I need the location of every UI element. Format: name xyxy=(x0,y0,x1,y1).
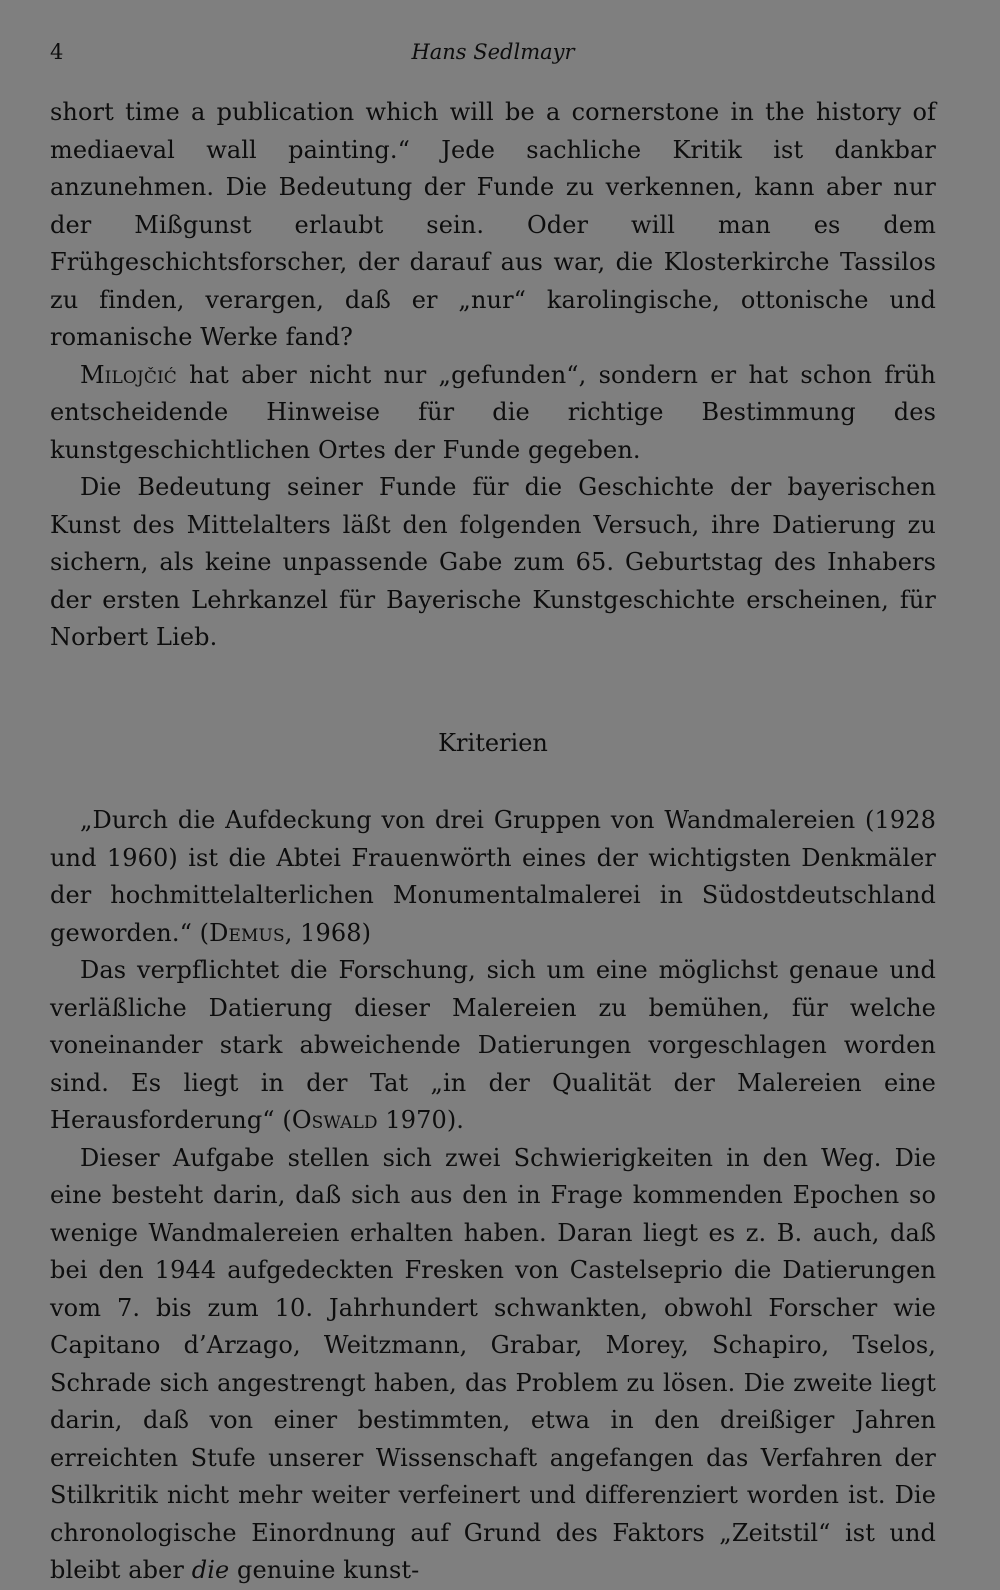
paragraph-6 xyxy=(50,1140,936,1590)
page xyxy=(50,40,936,1590)
paragraph-3: Die Bedeutung seiner Funde für die Geschichte der bayerischen Kunst des Mittelalters läßt den folgenden Versuch, ihre Datierung zu sichern, als keine unpassende Gabe zum 65. Geburtstag des Inhabers der ersten Lehrkanzel für Bayerische Kunstgeschichte erscheinen, für Norbert Lieb. xyxy=(50,473,936,651)
page-number: 4 xyxy=(50,40,64,64)
paragraph-5 xyxy=(50,952,936,1140)
author-name-milojcic: Milojčić xyxy=(80,360,177,389)
body-text xyxy=(50,94,936,1590)
citation-author-oswald: Oswald xyxy=(291,1106,378,1134)
citation-year-oswald: 1970). xyxy=(377,1106,465,1134)
paragraph-6-text: Dieser Aufgabe stellen sich zwei Schwierigkeiten in den Weg. Die eine besteht darin, daß sich aus den in Frage kommenden Epochen so wenige Wandmalereien erhalten haben. Daran liegt es z. B. auch, daß bei den 1944 aufgedeckten Fresken von Castelseprio die Datierungen vom 7. bis zum 10. Jahrhundert schwankten, obwohl Forscher wie Capitano d’Arzago, Weitzmann, Grabar, Morey, Schapiro, Tselos, Schrade sich angestrengt haben, das Problem zu lösen. Die zweite liegt darin, daß von einer bestimmten, etwa in den dreißiger Jahren erreichten Stufe unserer Wissenschaft angefangen das Verfahren der Stilkritik nicht mehr weiter verfeinert und differenziert worden ist. Die chronologische Einordnung auf Grund des Faktors „Zeitstil“ ist und bleibt aber xyxy=(50,1143,936,1584)
quote-text: „Durch die Aufdeckung von drei Gruppen von Wandmalereien (1928 und 1960) ist die Abtei Frauenwörth eines der wichtigsten Denkmäler der hochmittelalterlichen Monumentalmalerei in Südostdeutschland geworden.“ ( xyxy=(50,806,936,947)
running-title: Hans Sedlmayr xyxy=(411,40,575,64)
paragraph-4-quote xyxy=(50,802,936,952)
paragraph-2-text: hat aber nicht nur „gefunden“, sondern er hat schon früh entscheidende Hinweise für die richtige Bestimmung des kunstgeschichtlichen Ortes der Funde gegeben. xyxy=(50,360,936,464)
paragraph-1: short time a publication which will be a cornerstone in the history of mediaeval wall painting.“ Jede sachliche Kritik ist dankbar anzunehmen. Die Bedeutung der Funde zu verkennen, kann aber nur der Mißgunst erlaubt sein. Oder will man es dem Frühgeschichtsforscher, der darauf aus war, die Klosterkirche Tassilos zu finden, verargen, daß er „nur“ karolingische, ottonische und romanische Werke fand? xyxy=(50,98,936,351)
section-heading: Kriterien xyxy=(438,728,548,757)
paragraph-5-text: Das verpflichtet die Forschung, sich um eine möglichst genaue und verläßliche Datierung dieser Malereien zu bemühen, für welche voneinander stark abweichende Datierungen vorgeschlagen worden sind. Es liegt in der Tat „in der Qualität der Malereien eine Herausforderung“ ( xyxy=(50,956,936,1134)
citation-year: , 1968) xyxy=(284,918,372,947)
paragraph-2 xyxy=(50,357,936,470)
paragraph-6-tail: genuine kunst- xyxy=(229,1556,420,1584)
emphasis-die: die xyxy=(191,1556,230,1584)
citation-author-demus: Demus xyxy=(209,918,285,947)
running-head xyxy=(50,40,936,70)
